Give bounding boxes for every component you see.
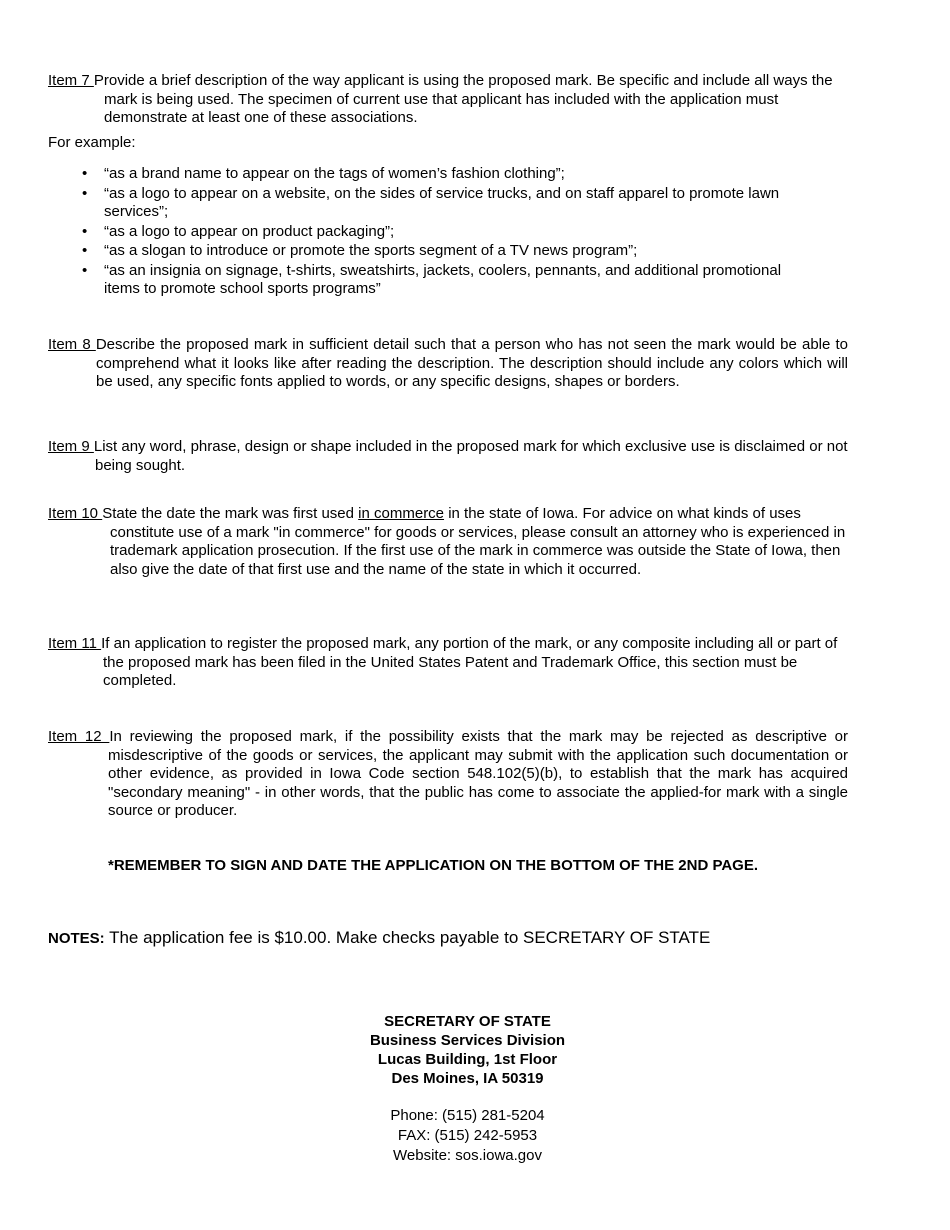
example-text: “as an insignia on signage, t-shirts, sweatshirts, jackets, coolers, pennants, and additional promotional items to promote school sports programs” [104,261,782,297]
list-item [82,242,812,261]
example-list [82,165,812,300]
item-7-label: Item 7 [48,72,94,89]
item-9-description: List any word, phrase, design or shape included in the proposed mark for which exclusive use is disclaimed or not being sought. [93,438,848,474]
bullet-icon: • [82,261,88,279]
address-line: Des Moines, IA 50319 [391,1070,544,1087]
address-line: Business Services Division [369,1032,566,1049]
item-12 [48,728,848,821]
item-10-text-after: in the state of Iowa. For advice on what kinds of uses constitute use of a mark "in commerce" for goods or services, please consult an attorney who is experienced in trademark application prosecution. If the first use of the mark in commerce was outside the State of Iowa, then also give the date of that first use and the name of the state in which it occurred. [110,505,846,578]
item-9 [48,438,848,475]
bullet-icon: • [82,222,88,240]
item-7-description: Provide a brief description of the way applicant is using the proposed mark. Be specific and include all ways the mark is being used. The specimen of current use that applicant has included with the application must demonstrate at least one of these associations. [93,72,833,126]
notes [48,929,710,949]
sign-date-reminder: *REMEMBER TO SIGN AND DATE THE APPLICATION ON THE BOTTOM OF THE 2ND PAGE. [108,857,759,874]
bullet-icon: • [82,242,88,259]
item-7 [48,72,848,128]
website: Website: sos.iowa.gov [393,1147,542,1164]
item-10-text-before: State the date the mark was first used [102,505,359,522]
in-commerce-term: in commerce [358,505,445,522]
list-item [82,223,812,242]
list-item [82,262,812,299]
item-10-text [48,505,848,579]
notes-text: The application fee is $10.00. Make checks payable to SECRETARY OF STATE [104,928,711,947]
bullet-icon: • [82,165,88,182]
item-12-label: Item 12 [48,728,110,745]
example-text: “as a logo to appear on product packaging”; [104,222,395,240]
notes-label: NOTES: [48,930,105,947]
item-10-label: Item 10 [48,505,103,522]
item-11 [48,635,848,691]
phone-number: Phone: (515) 281-5204 [390,1107,545,1124]
for-example-heading: For example: [48,134,136,151]
item-11-text [48,635,848,691]
item-11-description: If an application to register the proposed mark, any portion of the mark, or any composite including all or part of the proposed mark has been filed in the United States Patent and Trademark Office, this section must be completed. [101,635,838,689]
item-11-label: Item 11 [48,635,102,652]
item-10 [48,505,848,579]
item-8-label: Item 8 [48,336,96,353]
list-item [82,165,812,184]
example-text: “as a brand name to appear on the tags of women’s fashion clothing”; [104,165,565,182]
fax-number: FAX: (515) 242-5953 [397,1127,538,1144]
mailing-address [0,1012,935,1088]
item-12-description: In reviewing the proposed mark, if the possibility exists that the mark may be rejected as descriptive or misdescriptive of the goods or services, the applicant may submit with the application such documentation or other evidence, as provided in Iowa Code section 548.102(5)(b), to establish that the mark has acquired "secondary meaning" - in other words, that the public has come to associate the applied-for mark with a single source or producer. [108,728,848,819]
item-8-text [48,336,848,392]
item-8 [48,336,848,392]
address-line: Lucas Building, 1st Floor [377,1051,558,1068]
address-line: SECRETARY OF STATE [384,1013,551,1030]
list-item [82,185,812,222]
item-7-text [48,72,848,128]
item-8-description: Describe the proposed mark in sufficient detail such that a person who has not seen the mark would be able to comprehend what it looks like after reading the description. The description should include any colors which will be used, any specific fonts applied to words, or any specific designs, shapes or borders. [95,336,848,390]
item-9-label: Item 9 [48,438,94,455]
example-text: “as a slogan to introduce or promote the sports segment of a TV news program”; [104,242,638,259]
item-9-text [48,438,848,475]
bullet-icon: • [82,184,88,202]
contact-info [0,1106,935,1166]
item-12-text [48,728,848,821]
example-text: “as a logo to appear on a website, on the sides of service trucks, and on staff apparel to promote lawn services”; [104,184,780,220]
